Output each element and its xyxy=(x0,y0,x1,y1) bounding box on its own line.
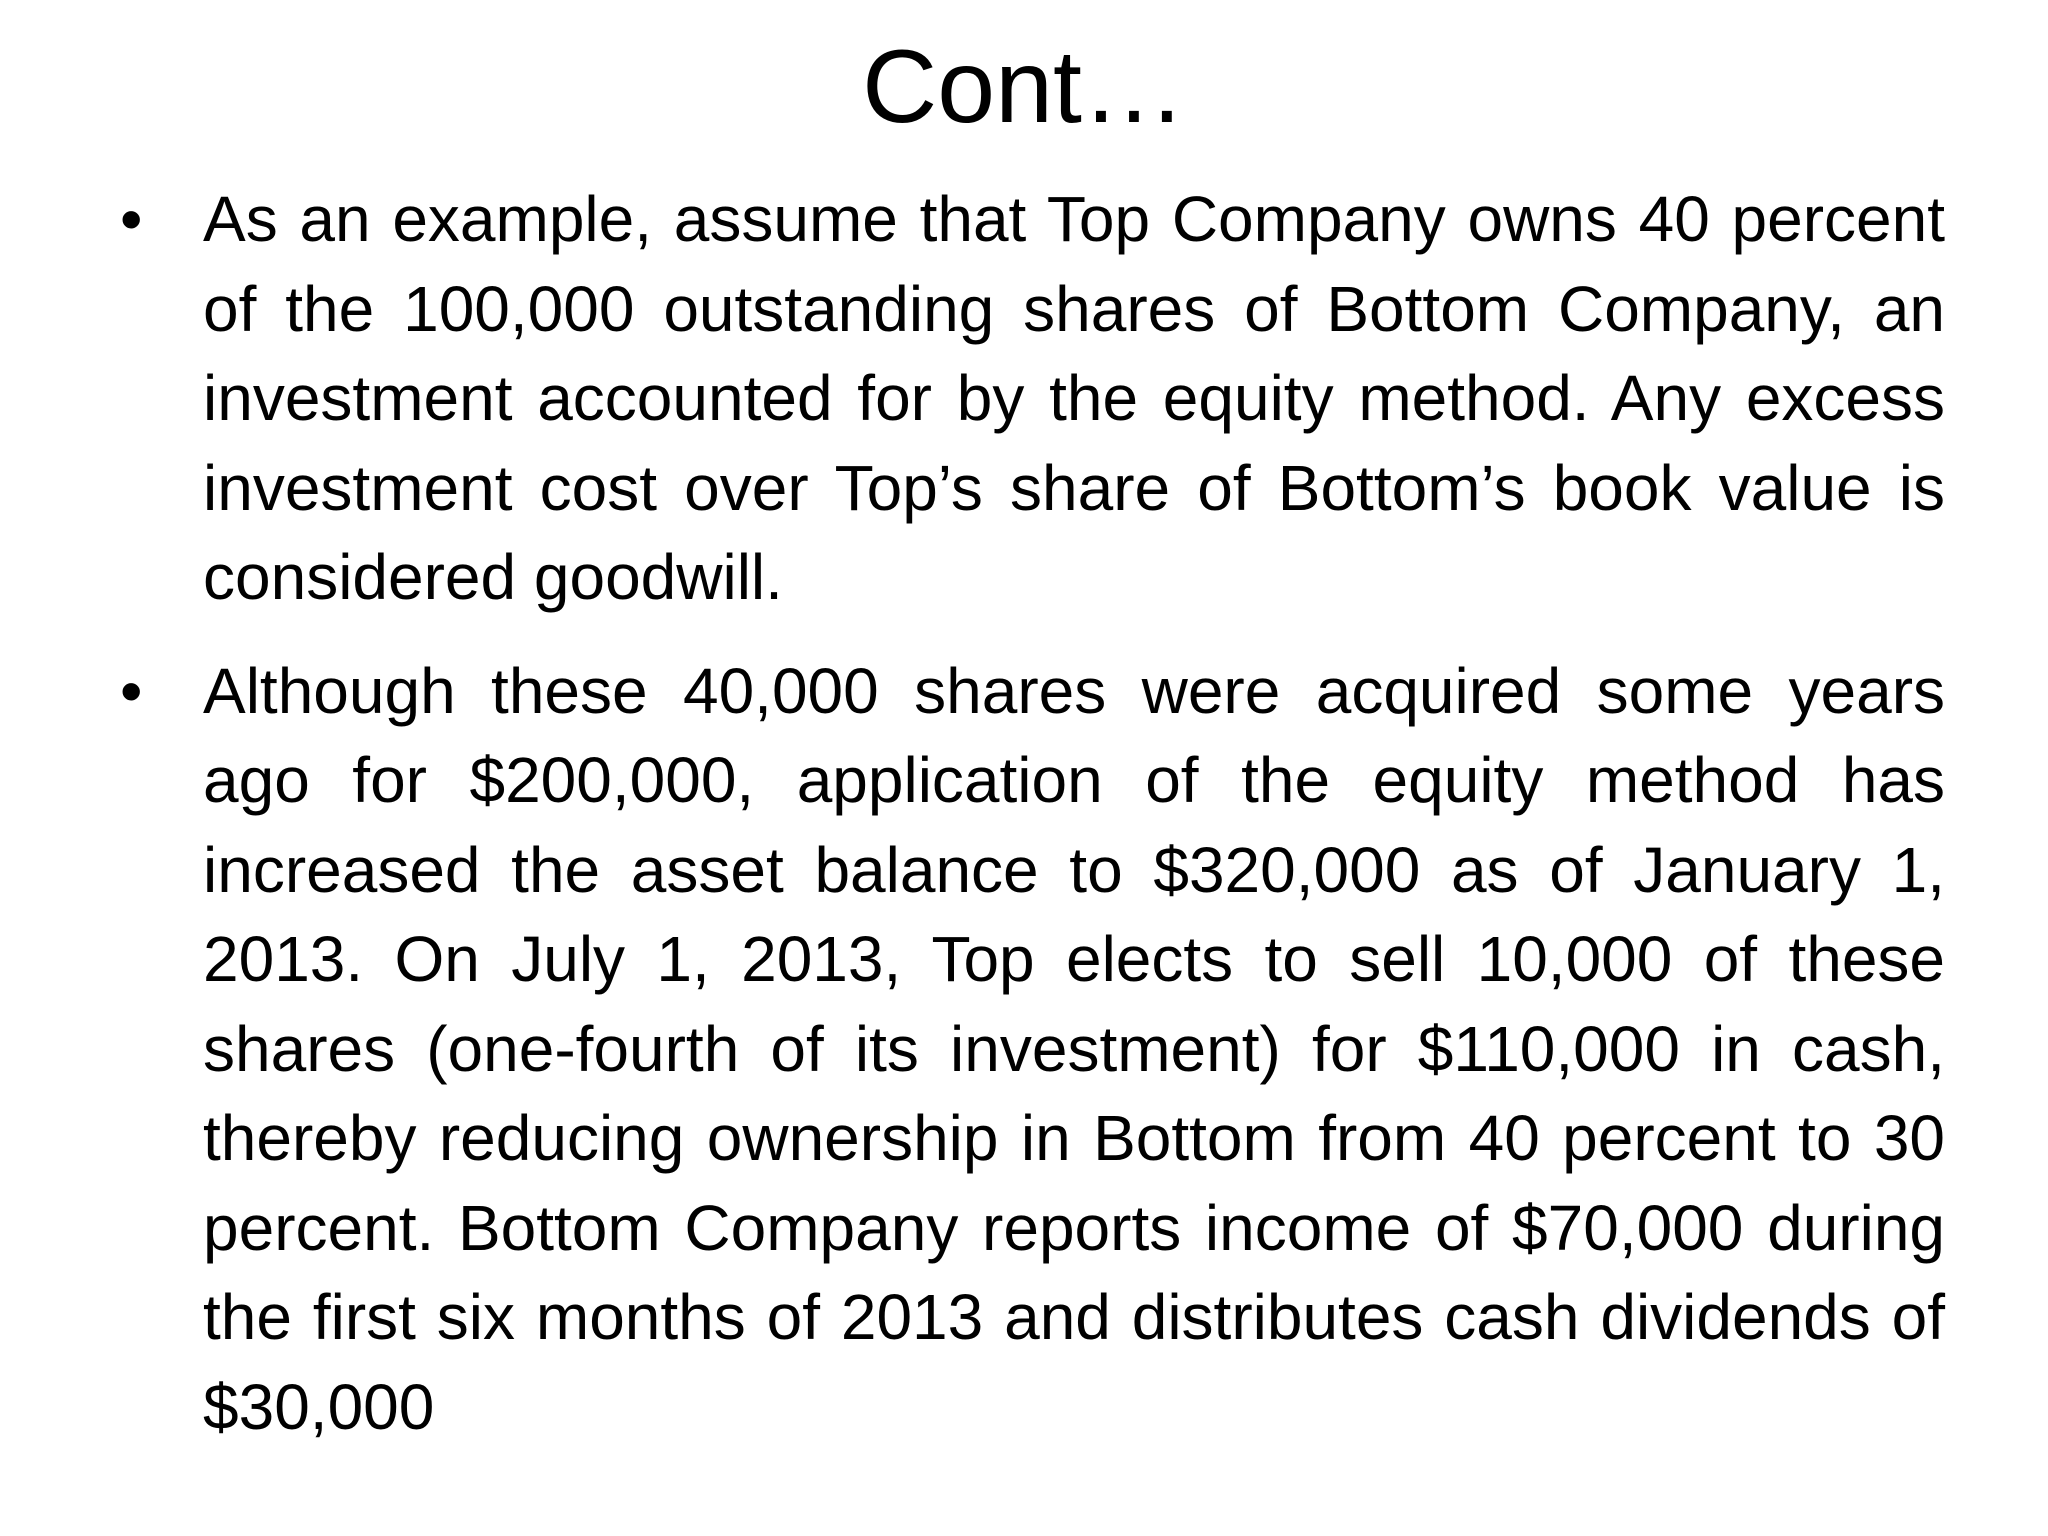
bullet-text: Although these 40,000 shares were acquired some years ago for $200,000, application of the equity method has increased the asset balance to $320,000 as of January 1, 2013. On July 1, 2013, Top elects to sell 10,000 of these shares (one-fourth of its investment) for $110,000 in cash, thereby reducing ownership in Bottom from 40 percent to 30 percent. Bottom Company reports income of $70,000 during the first six months of 2013 and distributes cash dividends of $30,000 xyxy=(203,654,1945,1443)
bullet-item-sale-details xyxy=(120,647,1945,1453)
bullet-item-example xyxy=(120,175,1945,623)
slide-title: Cont… xyxy=(862,29,1186,145)
bullet-text: As an example, assume that Top Company owns 40 percent of the 100,000 outstanding shares of Bottom Company, an investment accounted for by the equity method. Any excess investment cost over Top’s share of Bottom’s book value is considered goodwill. xyxy=(203,183,1945,613)
bullet-point-icon: • xyxy=(120,183,143,255)
bullet-list xyxy=(120,175,1945,1476)
bullet-point-icon: • xyxy=(120,654,143,727)
